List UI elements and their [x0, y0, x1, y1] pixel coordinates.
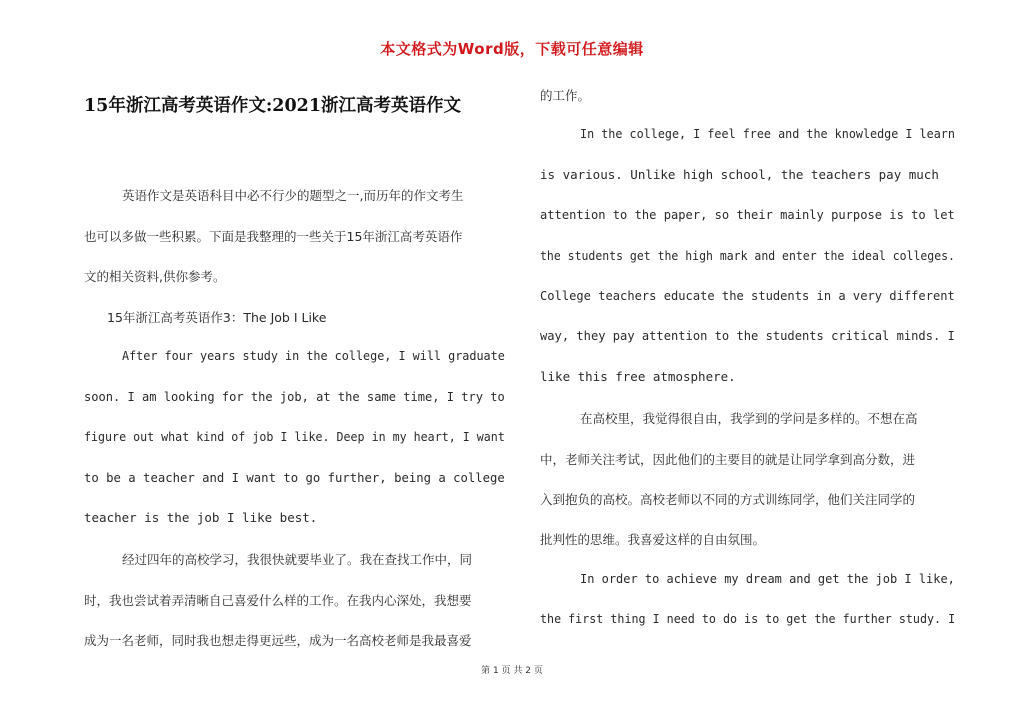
left-line-1: 英语作文是英语科目中必不行少的题型之一,而历年的作文考生 — [122, 188, 464, 203]
left-line-10: 经过四年的高校学习，我很快就要毕业了。我在查找工作中，同 — [122, 552, 473, 567]
left-line-11: 时，我也尝试着弄清晰自己喜爱什么样的工作。在我内心深处，我想要 — [84, 593, 472, 608]
right-line-10: 中，老师关注考试，因此他们的主要目的就是让同学拿到高分数，进 — [540, 452, 916, 467]
left-line-4: 15年浙江高考英语作3：The Job I Like — [107, 310, 327, 325]
right-line-8: like this free atmosphere. — [540, 369, 736, 384]
right-line-4: attention to the paper, so their mainly purpose is to let — [540, 207, 955, 222]
right-line-2: In the college, I feel free and the knowledge I learn — [580, 126, 955, 141]
left-line-9: teacher is the job I like best. — [84, 510, 318, 525]
right-line-7: way, they pay attention to the students critical minds. I — [540, 328, 955, 343]
document-banner: 本文格式为Word版，下载可任意编辑 — [380, 40, 644, 58]
right-line-6: College teachers educate the students in a very different — [540, 288, 955, 303]
right-line-5: the students get the high mark and enter the ideal colleges. — [540, 248, 955, 263]
left-line-6: soon. I am looking for the job, at the same time, I try to — [84, 389, 505, 404]
right-line-9: 在高校里，我觉得很自由，我学到的学问是多样的。不想在高 — [580, 411, 918, 426]
left-line-5: After four years study in the college, I will graduate — [122, 348, 505, 363]
right-line-3: is various. Unlike high school, the teachers pay much — [540, 167, 939, 182]
left-line-3: 文的相关资料,供你参考。 — [84, 269, 226, 284]
left-line-8: to be a teacher and I want to go further, being a college — [84, 470, 505, 485]
right-line-12: 批判性的思维。我喜爱这样的自由氛围。 — [540, 532, 766, 547]
document-title: 15年浙江高考英语作文:2021浙江高考英语作文 — [84, 96, 462, 116]
right-line-1: 的工作。 — [540, 88, 591, 103]
left-line-12: 成为一名老师，同时我也想走得更远些，成为一名高校老师是我最喜爱 — [84, 633, 472, 648]
left-line-2: 也可以多做一些积累。下面是我整理的一些关于15年浙江高考英语作 — [84, 229, 463, 244]
right-line-11: 入到抱负的高校。高校老师以不同的方式训练同学，他们关注同学的 — [540, 492, 916, 507]
left-line-7: figure out what kind of job I like. Deep in my heart, I want — [84, 429, 505, 444]
right-line-14: the first thing I need to do is to get the further study. I — [540, 611, 956, 626]
page-footer: 第 1 页 共 2 页 — [481, 666, 543, 676]
right-line-13: In order to achieve my dream and get the job I like, — [580, 571, 955, 586]
